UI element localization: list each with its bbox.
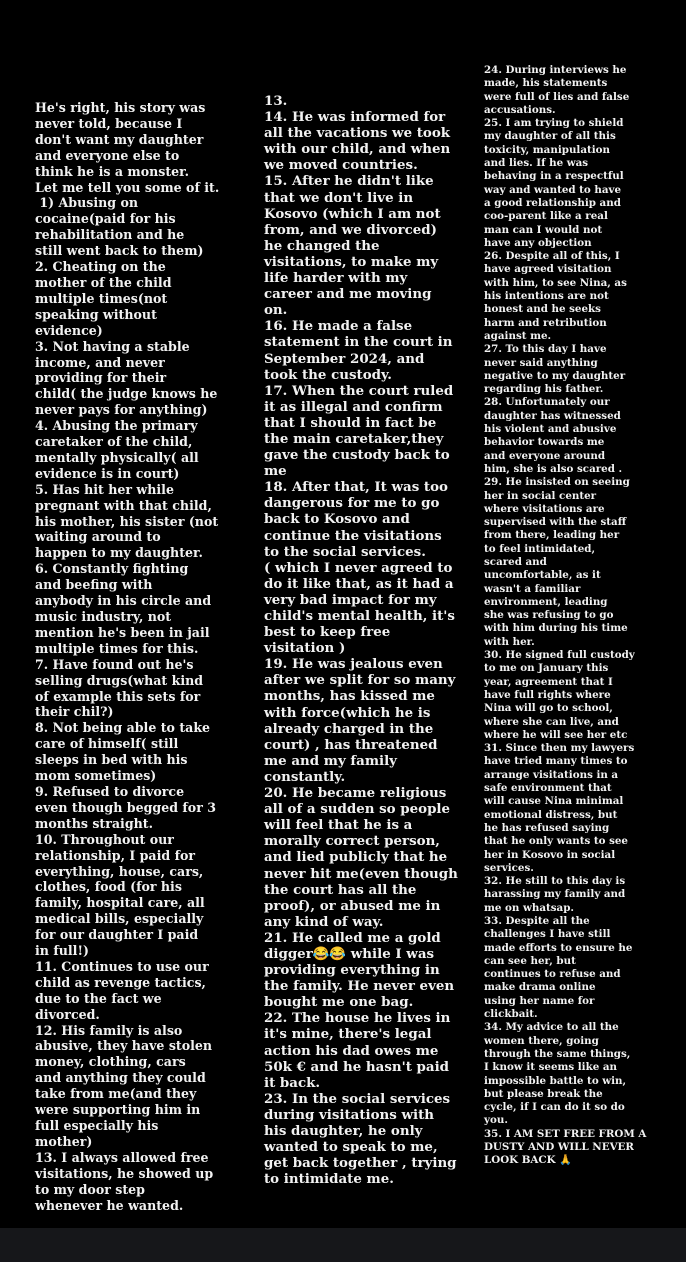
bottom-bar — [0, 1228, 686, 1262]
text-column-right: 24. During interviews he made, his statements were full of lies and false accusations. 25. I am trying to shield my daughter of all this toxicity, manipulation and lies. If he was behaving in a respectful way and wanted to have a good relationship and coo-parent like a real man can I would not have any objection 26. Despite all of this, I have agreed visitation with him, to see Nina, as his intentions are not honest and he seeks harm and retribution against me. 27. To this day I have never said anything negative to my daughter regarding his father. 28. Unfortunately our daughter has witnessed his violent and abusive behavior towards me and everyone around him, she is also scared . 29. He insisted on seeing her in social center where visitations are supervised with the staff from there, leading her to feel intimidated, scared and uncomfortable, as it wasn't a familiar environment, leading she was refusing to go with him during his time with her. 30. He signed full custody to me on January this year, agreement that I have full rights where Nina will go to school, where she can live, and where he will see her etc 31. Since then my lawyers have tried many times to arrange visitations in a safe environment that will cause Nina minimal emotional distress, but he has refused saying that he only wants to see her in Kosovo in social services. 32. He still to this day is harassing my family and me on whatsap. 33. Despite all the challenges I have still made efforts to ensure he can see her, but continues to refuse and make drama online using her name for clickbait. 34. My advice to all the women there, going through the same things, I know it seems like an impossible battle to win, but please break the cycle, if I can do it so do you. 35. I AM SET FREE FROM A DUSTY AND WILL NEVER LOOK BACK 🙏 — [484, 64, 647, 1167]
text-column-left: He's right, his story was never told, because I don't want my daughter and everyone else to think he is a monster. Let me tell you some of it. 1) Abusing on cocaine(paid for his rehabilitation and he still went back to them) 2. Cheating on the mother of the child multiple times(not speaking without evidence) 3. Not having a stable income, and never providing for their child( the judge knows he never pays for anything) 4. Abusing the primary caretaker of the child, mentally physically( all evidence is in court) 5. Has hit her while pregnant with that child, his mother, his sister (not waiting around to happen to my daughter. 6. Constantly fighting and beefing with anybody in his circle and music industry, not mention he's been in jail multiple times for this. 7. Have found out he's selling drugs(what kind of example this sets for their chil?) 8. Not being able to take care of himself( still sleeps in bed with his mom sometimes) 9. Refused to divorce even though begged for 3 months straight. 10. Throughout our relationship, I paid for everything, house, cars, clothes, food (for his family, hospital care, all medical bills, especially for our daughter I paid in full!) 11. Continues to use our child as revenge tactics, due to the fact we divorced. 12. His family is also abusive, they have stolen money, clothing, cars and anything they could take from me(and they were supporting him in full especially his mother) 13. I always allowed free visitations, he showed up to my door step whenever he wanted. — [35, 100, 220, 1213]
text-column-middle: 13. 14. He was informed for all the vacations we took with our child, and when we moved countries. 15. After he didn't like that we don't live in Kosovo (which I am not from, and we divorced) he changed the visitations, to make my life harder with my career and me moving on. 16. He made a false statement in the court in September 2024, and took the custody. 17. When the court ruled it as illegal and confirm that I should in fact be the main caretaker,they gave the custody back to me 18. After that, It was too dangerous for me to go back to Kosovo and continue the visitations to the social services. ( which I never agreed to do it like that, as it had a very bad impact for my child's mental health, it's best to keep free visitation ) 19. He was jealous even after we split for so many months, has kissed me with force(which he is already charged in the court) , has threatened me and my family constantly. 20. He became religious all of a sudden so people will feel that he is a morally correct person, and lied publicly that he never hit me(even though the court has all the proof), or abused me in any kind of way. 21. He called me a gold digger😂😂 while I was providing everything in the family. He never even bought me one bag. 22. The house he lives in it's mine, there's legal action his dad owes me 50k € and he hasn't paid it back. 23. In the social services during visitations with his daughter, he only wanted to speak to me, get back together , trying to intimidate me. — [264, 93, 458, 1188]
